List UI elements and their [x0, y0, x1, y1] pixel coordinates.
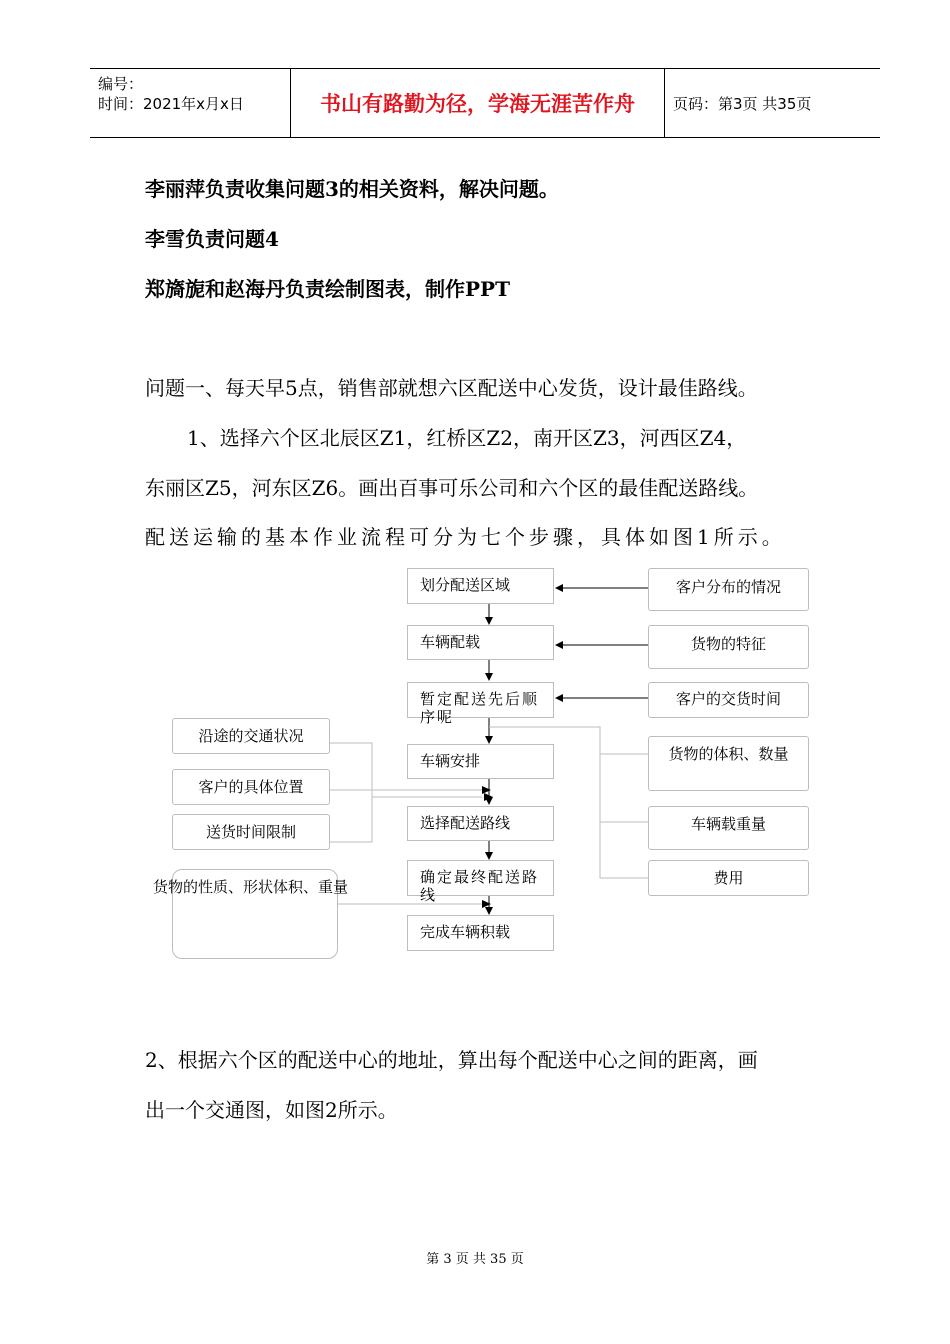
- step-1-line-3: 配送运输的基本作业流程可分为七个步骤，具体如图1所示。: [145, 525, 786, 549]
- flow-step-5: 选择配送路线: [407, 806, 554, 841]
- flow-step-4: 车辆安排: [407, 744, 554, 779]
- motto: 书山有路勤为径，学海无涯苦作舟: [290, 69, 665, 137]
- time-label: 时间：2021年x月x日: [98, 95, 244, 113]
- factor-traffic: 沿途的交通状况: [172, 718, 330, 754]
- step-2-line-2: 出一个交通图，如图2所示。: [145, 1098, 398, 1122]
- footer-page-number: 第 3 页 共 35 页: [426, 1252, 524, 1267]
- factor-vehicle-load: 车辆载重量: [648, 806, 809, 850]
- flow-step-2: 车辆配载: [407, 625, 554, 660]
- assignment-line-3: 郑旖旎和赵海丹负责绘制图表，制作PPT: [145, 277, 510, 301]
- step-1-line-2: 东丽区Z5，河东区Z6。画出百事可乐公司和六个区的最佳配送路线。: [145, 476, 759, 500]
- assignment-line-1: 李丽萍负责收集问题3的相关资料，解决问题。: [145, 177, 559, 201]
- factor-customer-distribution: 客户分布的情况: [648, 568, 809, 611]
- factor-goods-properties: 货物的性质、形状体积、重量: [172, 869, 338, 959]
- factor-volume-quantity: 货物的体积、数量: [648, 736, 809, 791]
- factor-goods-features: 货物的特征: [648, 625, 809, 669]
- factor-customer-location: 客户的具体位置: [172, 769, 330, 805]
- step-2-line-1: 2、根据六个区的配送中心的地址，算出每个配送中心之间的距离，画: [145, 1048, 758, 1072]
- flow-step-3: 暂定配送先后顺序呢: [407, 682, 554, 718]
- factor-cost: 费用: [648, 860, 809, 896]
- step-1-line-1: 1、选择六个区北辰区Z1，红桥区Z2，南开区Z3，河西区Z4，: [187, 426, 747, 450]
- question-1-heading: 问题一、每天早5点，销售部就想六区配送中心发货，设计最佳路线。: [145, 376, 758, 400]
- factor-delivery-time: 客户的交货时间: [648, 682, 809, 718]
- flow-step-1: 划分配送区域: [407, 568, 554, 604]
- factor-delivery-limit: 送货时间限制: [172, 814, 330, 850]
- flow-step-6: 确定最终配送路线: [407, 860, 554, 896]
- number-label: 编号：: [98, 75, 144, 93]
- page-footer: [0, 1248, 950, 1267]
- flow-step-7: 完成车辆积载: [407, 915, 554, 951]
- assignment-line-2: 李雪负责问题4: [145, 227, 279, 251]
- page-info: 页码：第3页 共35页: [673, 94, 812, 113]
